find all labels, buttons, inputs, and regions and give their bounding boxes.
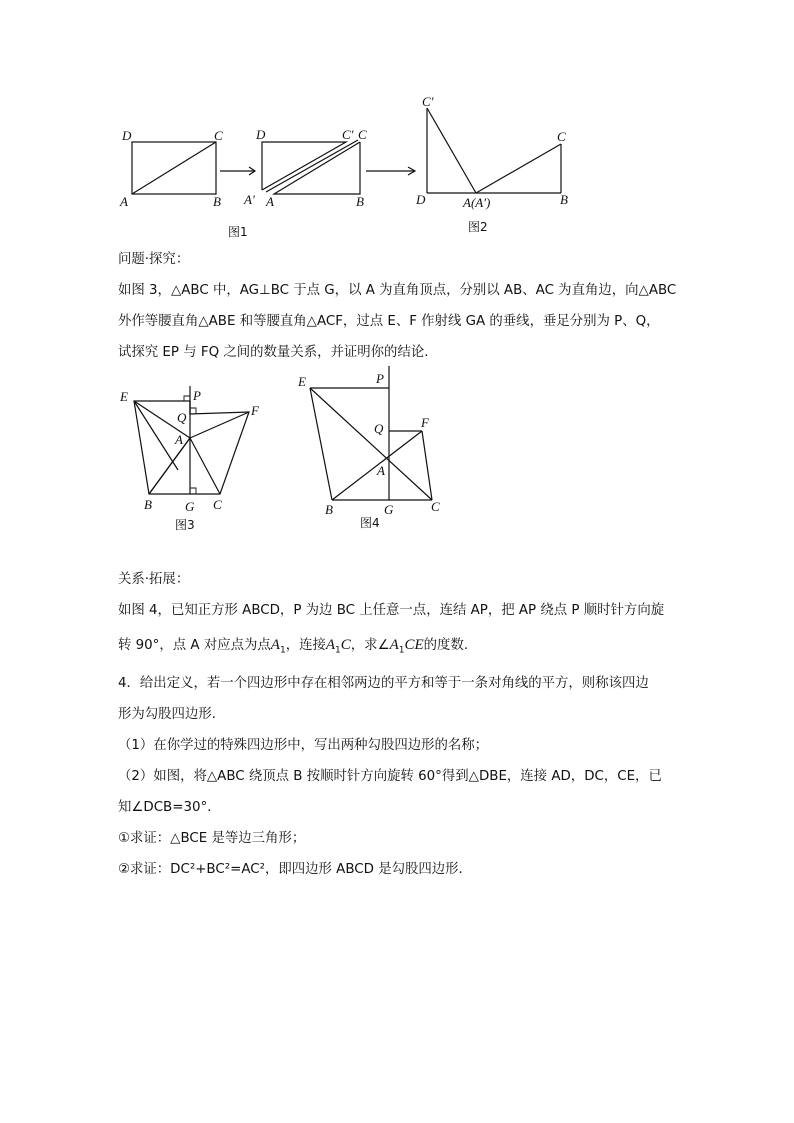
q4-part-1: （1）在你学过的特殊四边形中，写出两种勾股四边形的名称； bbox=[118, 738, 489, 753]
section2-text-l: 的度数. bbox=[423, 638, 469, 653]
fig1-label-Cp: C′ bbox=[342, 127, 354, 142]
fig3-right-angle-p bbox=[184, 396, 190, 401]
fig1-label-C2: C bbox=[358, 127, 367, 142]
fig4-label-E: E bbox=[298, 374, 306, 389]
fig3-label-G: G bbox=[185, 499, 195, 514]
fig4-label-C: C bbox=[431, 499, 440, 514]
fig3-label-E: E bbox=[120, 389, 128, 404]
segment-a1c-end: C bbox=[340, 637, 351, 653]
fig3-label-C: C bbox=[213, 497, 222, 512]
figure-2 bbox=[360, 92, 590, 242]
fig1-lower-triangle bbox=[274, 142, 360, 194]
fig2-label-Cp: C′ bbox=[422, 94, 434, 109]
fig3-label-P: P bbox=[193, 388, 201, 403]
section1-line-2: 外作等腰直角△ABE 和等腰直角△ACF，过点 E、F 作射线 GA 的垂线，垂足分别为 P、Q， bbox=[118, 314, 660, 329]
section1-heading: 问题·探究： bbox=[118, 252, 190, 267]
fig1-diagonal bbox=[132, 142, 216, 194]
fig4-label-B: B bbox=[325, 502, 333, 517]
fig1-label-B: B bbox=[213, 194, 221, 209]
q4-sub-1: ①求证：△BCE 是等边三角形； bbox=[118, 831, 306, 846]
fig2-label-C: C bbox=[557, 129, 566, 144]
q4-line-1: 4．给出定义，若一个四边形中存在相邻两边的平方和等于一条对角线的平方，则称该四边 bbox=[118, 676, 649, 691]
angle-a1ce-letter: A bbox=[389, 637, 399, 653]
fig4-caption: 图4 bbox=[360, 516, 380, 530]
fig1-label-A: A bbox=[120, 194, 128, 209]
section2-heading: 关系·拓展： bbox=[118, 572, 190, 587]
q4-part-2-line-1: （2）如图，将△ABC 绕顶点 B 按顺时针方向旋转 60°得到△DBE，连接 AD，DC，CE，已 bbox=[118, 769, 662, 784]
fig2-label-D: D bbox=[416, 192, 426, 207]
point-a1-subscript: 1 bbox=[279, 645, 286, 656]
section2-line-2 bbox=[118, 636, 468, 660]
fig3-af bbox=[190, 412, 249, 438]
figure-1 bbox=[110, 118, 370, 248]
fig3-label-B: B bbox=[144, 497, 152, 512]
fig4-label-Q: Q bbox=[374, 421, 384, 436]
fig3-right-angle-q bbox=[190, 408, 196, 414]
point-a1-letter: A bbox=[270, 637, 280, 653]
angle-a1ce-subscript: 1 bbox=[398, 645, 405, 656]
fig2-label-B: B bbox=[560, 192, 568, 207]
fig2-hyp-cp bbox=[427, 108, 476, 193]
segment-a1c-letter: A bbox=[325, 637, 336, 653]
section1-line-1: 如图 3，△ABC 中，AG⊥BC 于点 G，以 A 为直角顶点，分别以 AB、AC 为直角边，向△ABC bbox=[118, 283, 677, 298]
q4-sub-2: ②求证：DC²+BC²=AC²，即四边形 ABCD 是勾股四边形． bbox=[118, 862, 472, 877]
fig2-hyp-c bbox=[476, 144, 561, 193]
fig2-caption: 图2 bbox=[468, 220, 488, 234]
fig1-label-C: C bbox=[214, 128, 223, 143]
fig4-label-P: P bbox=[376, 371, 384, 386]
section2-line-1: 如图 4，已知正方形 ABCD，P 为边 BC 上任意一点，连结 AP，把 AP 绕点 P 顺时针方向旋 bbox=[118, 603, 665, 618]
q4-line-2: 形为勾股四边形． bbox=[118, 707, 226, 722]
fig1-label-A2: A bbox=[266, 194, 274, 209]
figure-3 bbox=[114, 382, 274, 534]
fig3-ac bbox=[190, 438, 220, 494]
fig1-upper-triangle bbox=[262, 142, 346, 190]
section1-line-3: 试探究 EP 与 FQ 之间的数量关系，并证明你的结论. bbox=[118, 345, 429, 360]
fig3-eb bbox=[149, 438, 190, 494]
fig4-label-A: A bbox=[377, 463, 385, 478]
q4-part-2-line-2: 知∠DCB=30°． bbox=[118, 800, 221, 815]
fig3-caption: 图3 bbox=[175, 518, 195, 532]
fig3-label-F: F bbox=[251, 403, 259, 418]
segment-a1c-subscript: 1 bbox=[335, 645, 341, 656]
fig3-label-A: A bbox=[175, 432, 183, 447]
fig1-label-B2: B bbox=[356, 194, 364, 209]
fig1-label-Ap: A′ bbox=[244, 192, 255, 207]
fig4-fc bbox=[422, 431, 432, 500]
section2-text-d: ，连接 bbox=[285, 638, 326, 653]
fig2-label-A: A(A′) bbox=[463, 195, 491, 210]
angle-a1ce-end: CE bbox=[404, 637, 424, 653]
fig3-label-Q: Q bbox=[177, 410, 187, 425]
fig4-label-G: G bbox=[384, 502, 394, 517]
section2-text-a: 转 90°，点 A 对应点为点 bbox=[118, 638, 271, 653]
fig3-outline bbox=[134, 401, 249, 494]
figure-4 bbox=[294, 364, 454, 534]
fig3-right-angle-g bbox=[190, 488, 196, 494]
fig1-label-D2: D bbox=[256, 127, 266, 142]
section2-text-h: ，求∠ bbox=[350, 638, 390, 653]
fig1-caption: 图1 bbox=[228, 225, 248, 239]
fig1-label-D: D bbox=[122, 128, 132, 143]
fig4-label-F: F bbox=[421, 415, 429, 430]
